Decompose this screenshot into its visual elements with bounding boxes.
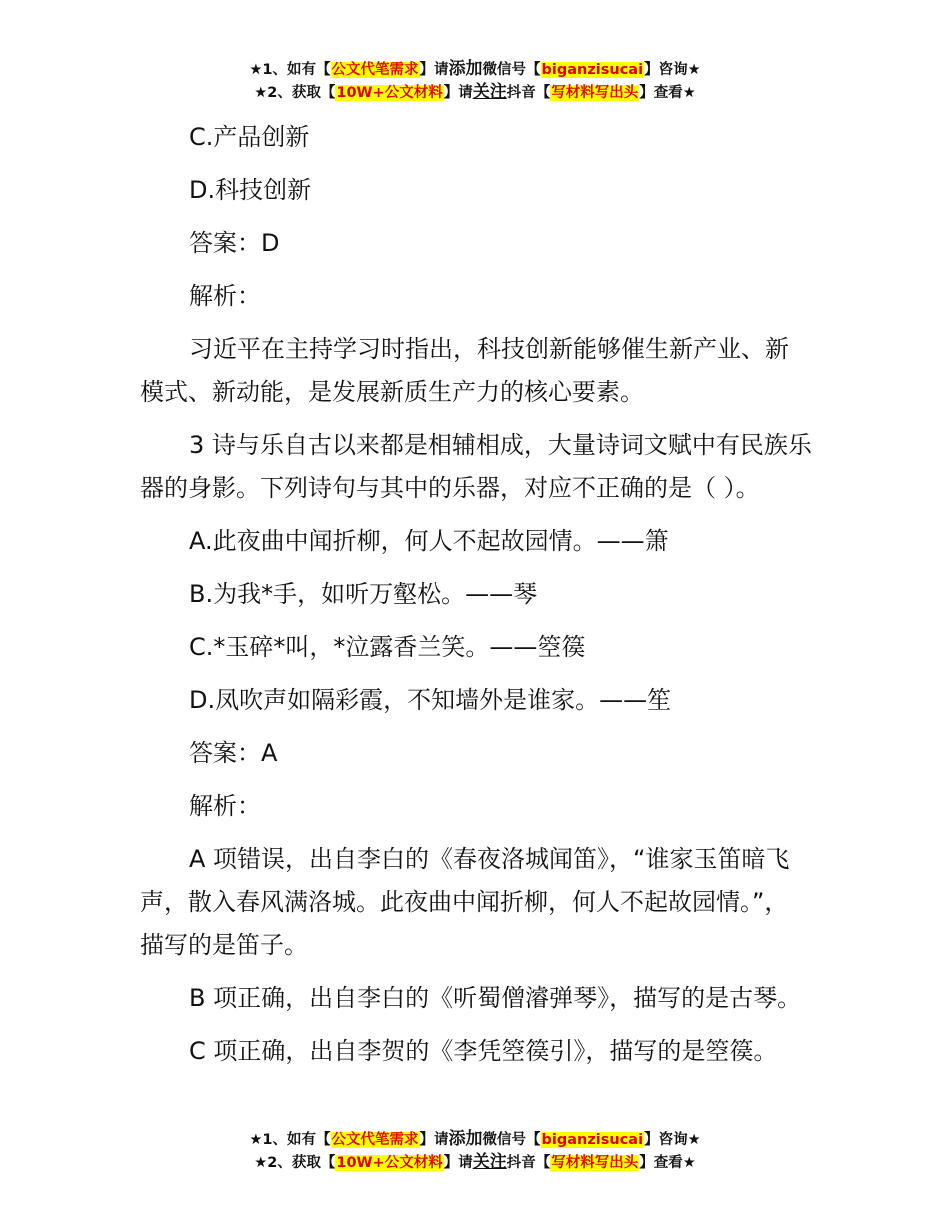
- document-body: [140, 116, 812, 1083]
- highlight-wechat-id: biganzisucai: [541, 1132, 644, 1148]
- option-c: C.产品创新: [189, 123, 310, 151]
- header-banner: [0, 58, 950, 104]
- banner-line-2: ★2、获取【10W+公文材料】请关注抖音【写材料写出头】查看★: [254, 1152, 696, 1172]
- highlight-materials: 10W+公文材料: [336, 1155, 443, 1171]
- option-a: A.此夜曲中闻折柳，何人不起故园情。——箫: [189, 527, 669, 555]
- highlight-service: 公文代笔需求: [331, 1132, 419, 1148]
- highlight-douyin-account: 写材料写出头: [551, 85, 639, 101]
- analysis-label: 解析：: [189, 282, 261, 310]
- option-b: B.为我*手，如听万壑松。——琴: [189, 580, 538, 608]
- option-d: D.凤吹声如隔彩霞，不知墙外是谁家。——笙: [189, 686, 672, 714]
- banner-line-2: ★2、获取【10W+公文材料】请关注抖音【写材料写出头】查看★: [254, 82, 696, 102]
- answer-line: 答案：D: [189, 229, 280, 257]
- highlight-service: 公文代笔需求: [331, 62, 419, 78]
- highlight-douyin-account: 写材料写出头: [551, 1155, 639, 1171]
- highlight-materials: 10W+公文材料: [336, 85, 443, 101]
- option-d: D.科技创新: [189, 176, 312, 204]
- banner-line-1: ★1、如有【公文代笔需求】请添加微信号【biganzisucai】咨询★: [249, 59, 701, 79]
- highlight-wechat-id: biganzisucai: [541, 62, 644, 78]
- question-3: 3 诗与乐自古以来都是相辅相成，大量诗词文赋中有民族乐器的身影。下列诗句与其中的乐器，对应不正确的是（ ）。: [140, 431, 812, 502]
- analysis-label: 解析：: [189, 792, 261, 820]
- analysis-item-c: C 项正确，出自李贺的《李凭箜篌引》，描写的是箜篌。: [189, 1037, 778, 1065]
- footer-banner: [0, 1128, 950, 1174]
- analysis-text: 习近平在主持学习时指出，科技创新能够催生新产业、新模式、新动能，是发展新质生产力的核心要素。: [140, 335, 789, 406]
- option-c: C.*玉碎*叫，*泣露香兰笑。——箜篌: [189, 633, 586, 661]
- analysis-item-b: B 项正确，出自李白的《听蜀僧濬弹琴》，描写的是古琴。: [189, 984, 802, 1012]
- analysis-item-a: A 项错误，出自李白的《春夜洛城闻笛》，“谁家玉笛暗飞声，散入春风满洛城。此夜曲中闻折柳，何人不起故园情。”，描写的是笛子。: [140, 845, 790, 959]
- answer-line: 答案：A: [189, 739, 278, 767]
- banner-line-1: ★1、如有【公文代笔需求】请添加微信号【biganzisucai】咨询★: [249, 1129, 701, 1149]
